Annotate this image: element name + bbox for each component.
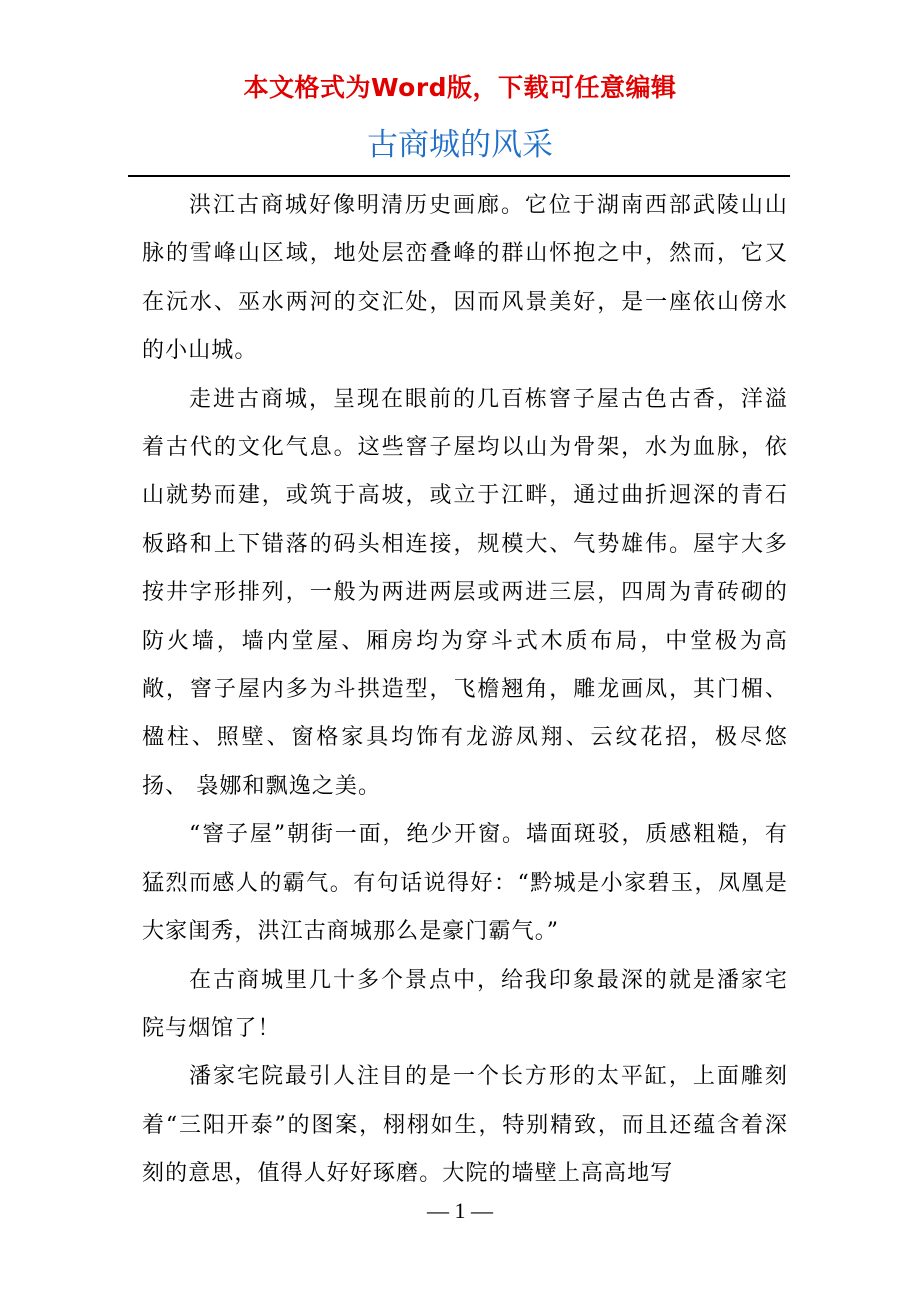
paragraph: “窨子屋”朝街一面，绝少开窗。墙面斑驳，质感粗糙，有猛烈而感人的霸气。有句话说得好：“黔城是小家碧玉，凤凰是大家闺秀，洪江古商城那么是豪门霸气。”	[142, 822, 788, 945]
paragraph: 走进古商城，呈现在眼前的几百栋窨子屋古色古香，洋溢着古代的文化气息。这些窨子屋均以山为骨架，水为血脉，依山就势而建，或筑于高坡，或立于江畔，通过曲折迥深的青石板路和上下错落的码头相连接，规模大、气势雄伟。屋宇大多按井字形排列，一般为两进两层或两进三层，四周为青砖砌的防火墙，墙内堂屋、厢房均为穿斗式木质布局，中堂极为高敞，窨子屋内多为斗拱造型，飞檐翘角，雕龙画凤，其门楣、楹柱、照壁、窗格家具均饰有龙游凤翔、云纹花招，极尽悠扬、 袅娜和飘逸之美。	[142, 386, 788, 799]
paragraph: 潘家宅院最引人注目的是一个长方形的太平缸，上面雕刻着“三阳开泰”的图案，栩栩如生，特别精致，而且还蕴含着深刻的意思，值得人好好琢磨。大院的墙壁上高高地写	[142, 1064, 788, 1187]
document-body	[142, 182, 788, 1199]
paragraph: 洪江古商城好像明清历史画廊。它位于湖南西部武陵山山脉的雪峰山区域，地处层峦叠峰的群山怀抱之中，然而，它又在沅水、巫水两河的交汇处，因而风景美好，是一座依山傍水的小山城。	[142, 193, 788, 364]
document-title: 古商城的风采	[367, 127, 553, 163]
page-number: — 1 —	[427, 1198, 493, 1223]
paragraph: 在古商城里几十多个景点中，给我印象最深的就是潘家宅院与烟馆了！	[142, 967, 788, 1041]
title-divider	[128, 175, 790, 177]
format-notice: 本文格式为Word版，下载可任意编辑	[243, 73, 677, 102]
